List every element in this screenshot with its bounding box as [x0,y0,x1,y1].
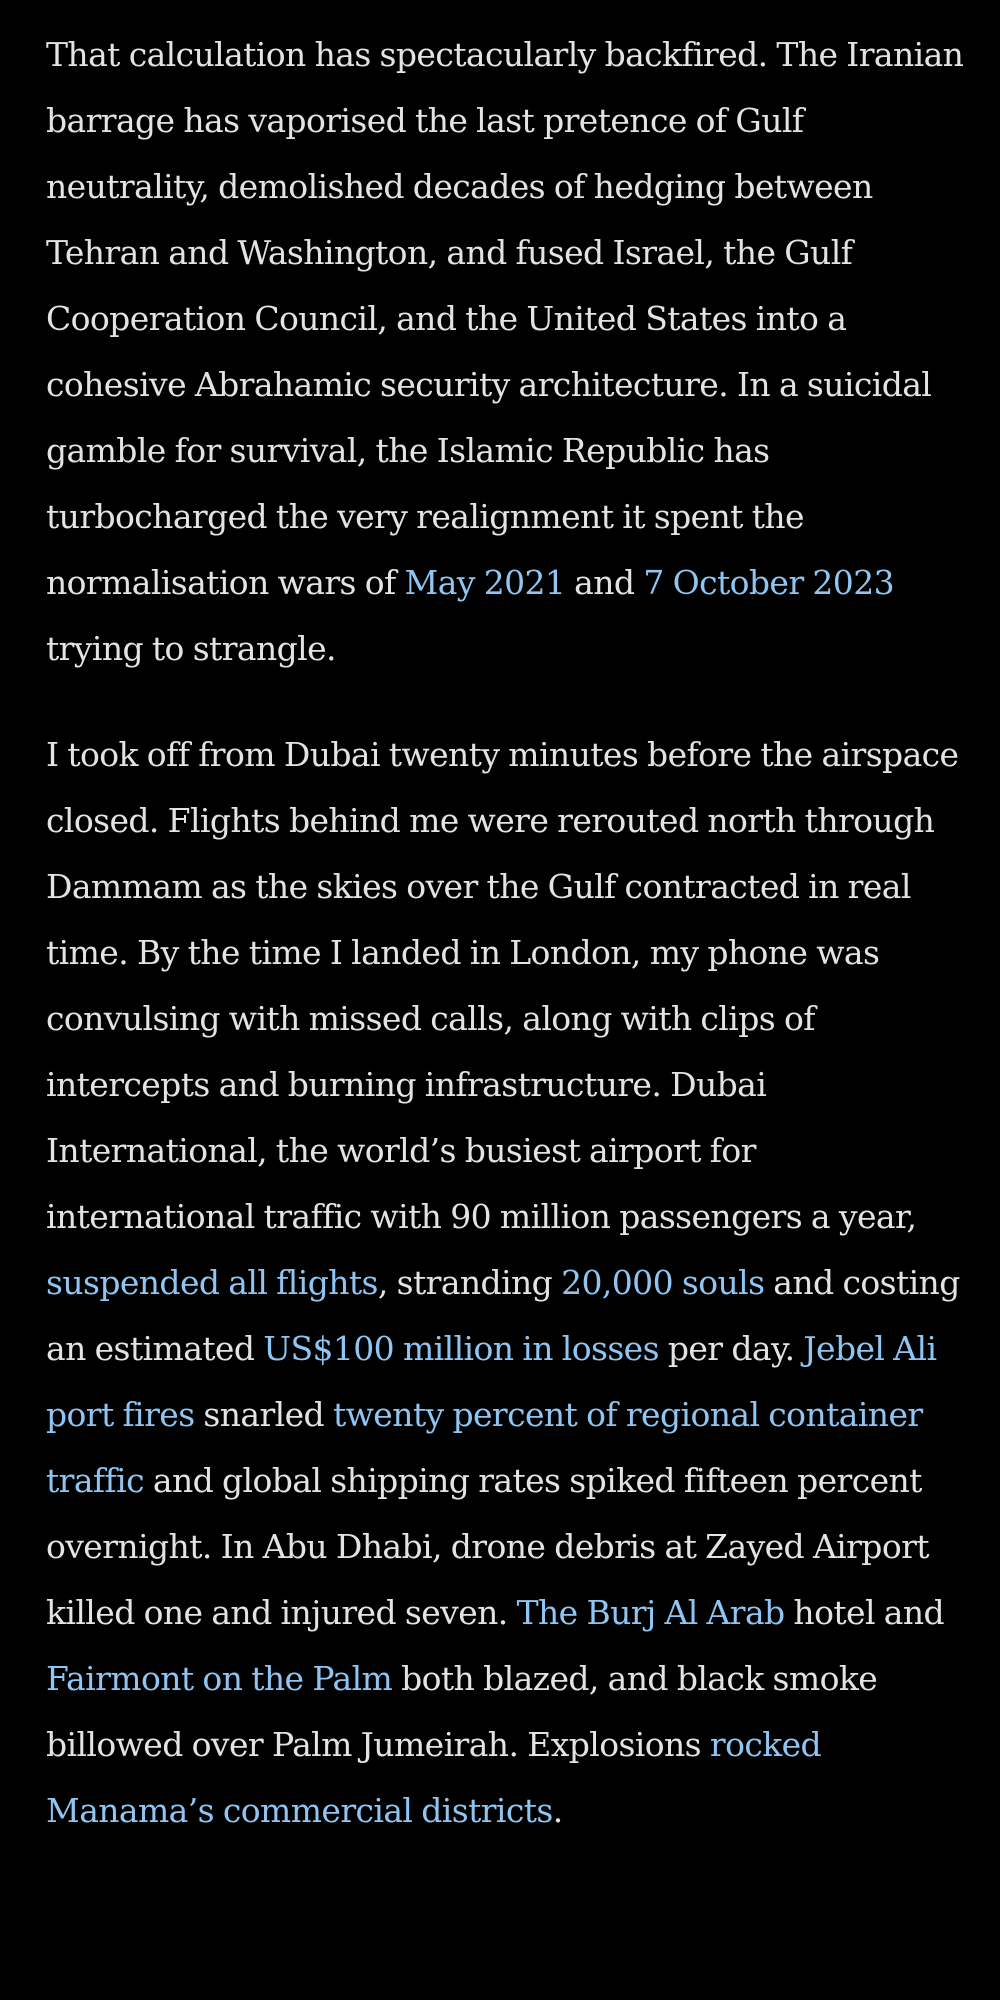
text-segment: . [552,1791,563,1830]
link-rocked-manama[interactable]: rocked Manama’s commercial districts [46,1725,822,1830]
text-segment: I took off from Dubai twenty minutes before the airspace closed. Flights behind me were rerouted north through Dammam as the skies over the Gulf contracted in real time. By the time I landed in London, my phone was convulsing with missed calls, along with clips of intercepts and burning infrastructure. Dubai International, the world’s busiest airport for international traffic with 90 million passengers a year, [46,735,959,1236]
link-us100-million-losses[interactable]: US$100 million in losses [263,1329,659,1368]
link-jebel-ali-port-fires[interactable]: Jebel Ali port fires [46,1329,937,1434]
link-fairmont-on-the-palm[interactable]: Fairmont on the Palm [46,1659,393,1698]
text-segment: , stranding [377,1263,562,1302]
text-segment: That calculation has spectacularly backfired. The Iranian barrage has vaporised the last pretence of Gulf neutrality, demolished decades of hedging between Tehran and Washington, and fused Israel, the Gulf Cooperation Council, and the United States into a cohesive Abrahamic security architecture. In a suicidal gamble for survival, the Islamic Republic has turbocharged the very realignment it spent the normalisation wars of [46,35,964,602]
text-segment: snarled [194,1395,333,1434]
text-segment: and global shipping rates spiked fifteen percent overnight. In Abu Dhabi, drone debris at Zayed Airport killed one and injured seven. [46,1461,929,1632]
text-segment: and [565,563,644,602]
text-segment: per day. [658,1329,804,1368]
link-suspended-all-flights[interactable]: suspended all flights [46,1263,378,1302]
paragraph-backfired [46,22,966,682]
link-burj-al-arab[interactable]: The Burj Al Arab [516,1593,785,1632]
text-segment: both blazed, and black smoke billowed over Palm Jumeirah. Explosions [46,1659,878,1764]
text-segment: trying to strangle. [46,629,336,668]
paragraph-dubai [46,722,966,1844]
link-may-2021[interactable]: May 2021 [404,563,566,602]
link-twenty-percent-container-traffic[interactable]: twenty percent of regional container traffic [46,1395,923,1500]
article-body [46,22,966,1884]
link-20000-souls[interactable]: 20,000 souls [561,1263,765,1302]
link-7-october-2023[interactable]: 7 October 2023 [643,563,894,602]
text-segment: hotel and [784,1593,945,1632]
text-segment: and costing an estimated [46,1263,960,1368]
